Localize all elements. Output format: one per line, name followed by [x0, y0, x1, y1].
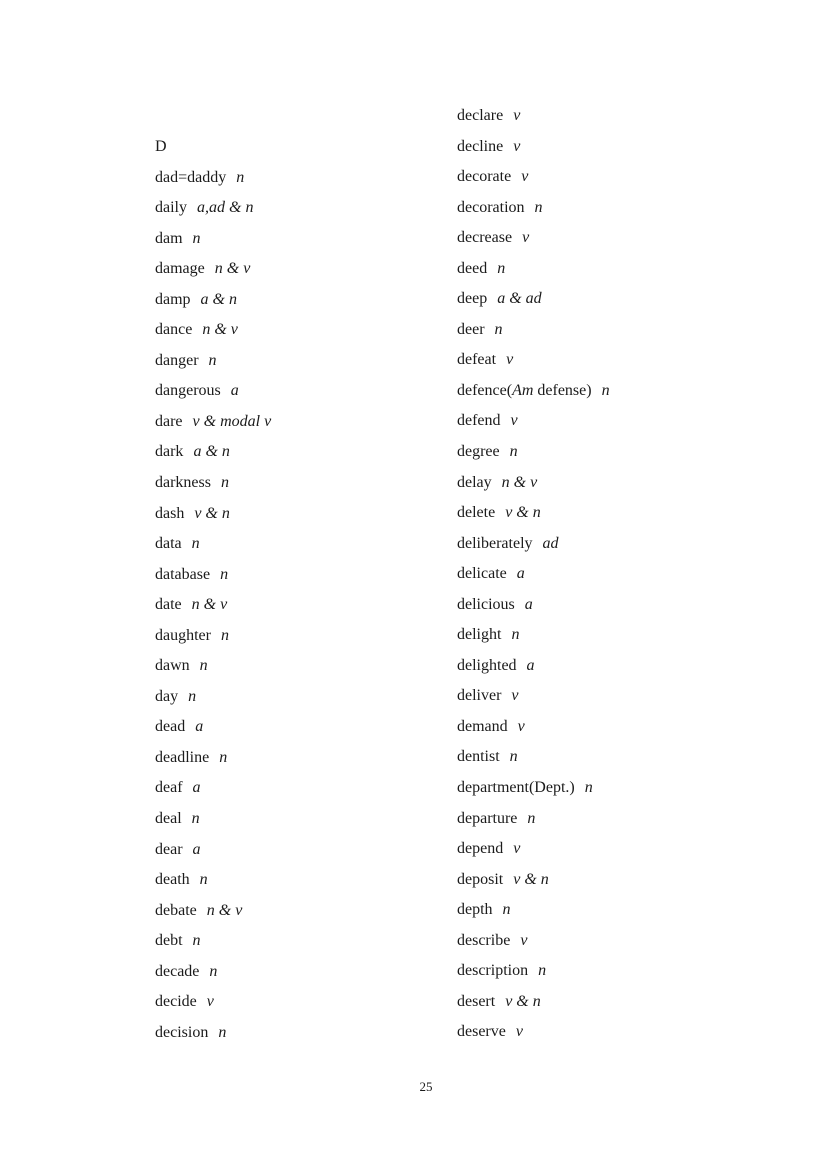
part-of-speech-label: a	[526, 656, 535, 674]
word-text: decrease	[457, 229, 513, 247]
word-text: death	[155, 871, 190, 889]
word-entry	[457, 865, 610, 896]
word-entry	[155, 773, 271, 804]
word-entry	[155, 590, 271, 621]
word-text: degree	[457, 443, 500, 461]
word-entry	[155, 804, 271, 835]
word-text: depth	[457, 901, 493, 919]
part-of-speech-label: v	[206, 993, 214, 1011]
word-text: defeat	[457, 351, 497, 369]
word-text: describe	[457, 931, 511, 949]
word-entry	[457, 345, 610, 376]
part-of-speech-label: n	[220, 626, 229, 644]
word-list-left-entries	[155, 163, 271, 1049]
part-of-speech-label: v	[515, 1023, 523, 1041]
word-entry	[457, 498, 610, 529]
word-entry	[457, 254, 610, 285]
part-of-speech-label: n	[192, 229, 201, 247]
word-text: day	[155, 687, 179, 705]
part-of-speech-label: n	[191, 535, 200, 553]
word-text: deep	[457, 290, 488, 308]
part-of-speech-label: a	[192, 779, 201, 797]
part-of-speech-label: a	[192, 840, 201, 858]
word-text: decline	[457, 137, 504, 155]
part-of-speech-label: n	[208, 351, 217, 369]
word-text: damage	[155, 260, 205, 278]
word-entry	[155, 682, 271, 713]
word-text: delight	[457, 626, 502, 644]
part-of-speech-label: n	[192, 932, 201, 950]
part-of-speech-label: a	[195, 718, 204, 736]
part-of-speech-label: n & v	[501, 473, 538, 491]
part-of-speech-label: n	[191, 810, 200, 828]
word-text: dear	[155, 840, 183, 858]
word-entry	[155, 957, 271, 988]
part-of-speech-label: n	[209, 962, 218, 980]
word-entry	[457, 406, 610, 437]
word-entry	[457, 1017, 610, 1048]
word-text: damp	[155, 290, 191, 308]
part-of-speech-label: n	[494, 320, 503, 338]
part-of-speech-label: n	[497, 259, 506, 277]
word-entry	[457, 742, 610, 773]
word-text: deal	[155, 810, 182, 828]
word-text-segment: defense)	[533, 381, 592, 399]
part-of-speech-label: v & modal v	[192, 412, 272, 430]
word-text-italic-segment: Am	[512, 381, 534, 399]
part-of-speech-label: v & n	[505, 504, 541, 522]
word-entry	[457, 895, 610, 926]
word-text: deserve	[457, 1023, 506, 1041]
word-entry	[155, 254, 271, 285]
page-number: 25	[419, 1079, 433, 1094]
word-entry	[457, 529, 610, 560]
word-text: deliver	[457, 687, 502, 705]
part-of-speech-label: v	[513, 137, 521, 155]
word-entry	[457, 132, 610, 163]
word-text: data	[155, 535, 182, 553]
word-text: deliberately	[457, 534, 533, 552]
word-entry	[155, 346, 271, 377]
part-of-speech-label: n	[601, 381, 610, 399]
part-of-speech-label: v	[506, 351, 514, 369]
word-text: dead	[155, 718, 186, 736]
word-entry	[155, 193, 271, 224]
part-of-speech-label: n	[527, 809, 536, 827]
word-text: decade	[155, 962, 200, 980]
word-text: depend	[457, 840, 504, 858]
word-entry	[457, 773, 610, 804]
part-of-speech-label: v	[522, 229, 530, 247]
word-entry	[155, 499, 271, 530]
word-text: delicate	[457, 565, 507, 583]
word-entry	[457, 468, 610, 499]
part-of-speech-label: n	[509, 748, 518, 766]
word-text: darkness	[155, 474, 211, 492]
word-entry	[155, 987, 271, 1018]
word-entry	[457, 559, 610, 590]
word-entry	[457, 315, 610, 346]
word-text: dance	[155, 321, 193, 339]
part-of-speech-label: n	[218, 1023, 227, 1041]
word-text: delete	[457, 504, 496, 522]
word-list-right-entries	[457, 101, 610, 1048]
word-list-column-right	[457, 101, 610, 1048]
part-of-speech-label: n	[199, 871, 208, 889]
word-entry	[457, 804, 610, 835]
word-entry	[457, 651, 610, 682]
word-text: deer	[457, 320, 485, 338]
part-of-speech-label: n	[236, 168, 245, 186]
word-text: deed	[457, 259, 488, 277]
part-of-speech-label: v	[510, 412, 518, 430]
word-entry	[155, 376, 271, 407]
part-of-speech-label: n	[199, 657, 208, 675]
word-entry	[457, 590, 610, 621]
word-entry	[457, 193, 610, 224]
word-text: danger	[155, 351, 199, 369]
part-of-speech-label: a	[516, 565, 525, 583]
word-entry	[155, 437, 271, 468]
word-text: deadline	[155, 748, 210, 766]
word-text: database	[155, 565, 211, 583]
word-text: decorate	[457, 168, 512, 186]
word-text: dangerous	[155, 382, 221, 400]
word-text: dare	[155, 412, 183, 430]
word-entry	[155, 529, 271, 560]
word-entry	[155, 163, 271, 194]
part-of-speech-label: v	[513, 840, 521, 858]
word-text-segment: defence(	[457, 381, 513, 399]
word-text: declare	[457, 107, 504, 124]
word-entry	[457, 284, 610, 315]
part-of-speech-label: v & n	[505, 992, 541, 1010]
word-text: daily	[155, 199, 187, 217]
word-entry	[155, 896, 271, 927]
word-entry	[457, 834, 610, 865]
word-text: dam	[155, 229, 183, 247]
word-entry	[155, 315, 271, 346]
word-text: department(Dept.)	[457, 779, 575, 797]
word-entry	[457, 620, 610, 651]
word-text: delicious	[457, 595, 515, 613]
word-entry	[155, 835, 271, 866]
word-text: decision	[155, 1023, 209, 1041]
word-text: dark	[155, 443, 184, 461]
part-of-speech-label: v	[511, 687, 519, 705]
part-of-speech-label: n & v	[191, 596, 228, 614]
word-list-column-left	[155, 132, 271, 1048]
word-text: dawn	[155, 657, 190, 675]
word-entry	[155, 865, 271, 896]
word-text: dad=daddy	[155, 168, 227, 186]
part-of-speech-label: v & n	[513, 870, 549, 888]
word-text: deposit	[457, 870, 504, 888]
word-entry	[457, 162, 610, 193]
word-text: date	[155, 596, 182, 614]
word-entry	[457, 223, 610, 254]
part-of-speech-label: v & n	[194, 504, 230, 522]
part-of-speech-label: n	[511, 626, 520, 644]
word-text: decoration	[457, 198, 525, 216]
word-text: description	[457, 962, 529, 980]
word-entry	[155, 468, 271, 499]
word-text: desert	[457, 992, 496, 1010]
part-of-speech-label: v	[517, 717, 525, 735]
word-entry	[155, 926, 271, 957]
word-text	[457, 382, 592, 399]
word-text: debt	[155, 932, 183, 950]
part-of-speech-label: n & v	[202, 321, 238, 339]
word-text: delighted	[457, 656, 517, 674]
section-letter-heading: D	[155, 138, 167, 155]
part-of-speech-label: v	[513, 107, 521, 124]
part-of-speech-label: v	[521, 168, 529, 186]
word-entry	[155, 621, 271, 652]
part-of-speech-label: a & ad	[497, 290, 542, 308]
word-entry	[155, 1018, 271, 1049]
word-text: daughter	[155, 626, 211, 644]
word-text: departure	[457, 809, 518, 827]
word-text: defend	[457, 412, 501, 430]
word-entry	[155, 651, 271, 682]
part-of-speech-label: n	[509, 443, 518, 461]
word-entry	[155, 407, 271, 438]
word-entry	[155, 224, 271, 255]
part-of-speech-label: a & n	[193, 443, 230, 461]
word-entry	[457, 956, 610, 987]
part-of-speech-label: v	[520, 931, 528, 949]
word-entry	[457, 926, 610, 957]
part-of-speech-label: ad	[542, 534, 559, 552]
word-text: decide	[155, 993, 197, 1011]
word-entry	[457, 101, 610, 132]
part-of-speech-label: n	[220, 565, 229, 583]
part-of-speech-label: n	[538, 962, 547, 980]
word-entry	[457, 681, 610, 712]
word-text: deaf	[155, 779, 183, 797]
word-text: demand	[457, 717, 508, 735]
part-of-speech-label: n	[502, 901, 511, 919]
word-text: debate	[155, 901, 197, 919]
part-of-speech-label: n & v	[214, 260, 251, 278]
part-of-speech-label: n & v	[206, 901, 243, 919]
word-text: delay	[457, 473, 492, 491]
word-entry	[457, 987, 610, 1018]
part-of-speech-label: a	[524, 595, 533, 613]
word-entry	[457, 437, 610, 468]
word-entry	[457, 376, 610, 407]
part-of-speech-label: n	[584, 779, 593, 797]
part-of-speech-label: n	[534, 198, 543, 216]
word-text: dash	[155, 504, 185, 522]
part-of-speech-label: n	[220, 474, 229, 492]
part-of-speech-label: a,ad & n	[197, 199, 254, 217]
word-entry	[457, 712, 610, 743]
part-of-speech-label: a & n	[200, 290, 237, 308]
word-entry	[155, 743, 271, 774]
part-of-speech-label: n	[188, 687, 197, 705]
word-entry	[155, 560, 271, 591]
word-entry	[155, 712, 271, 743]
part-of-speech-label: a	[230, 382, 239, 400]
word-entry	[155, 285, 271, 316]
part-of-speech-label: n	[219, 748, 228, 766]
word-text: dentist	[457, 748, 500, 766]
